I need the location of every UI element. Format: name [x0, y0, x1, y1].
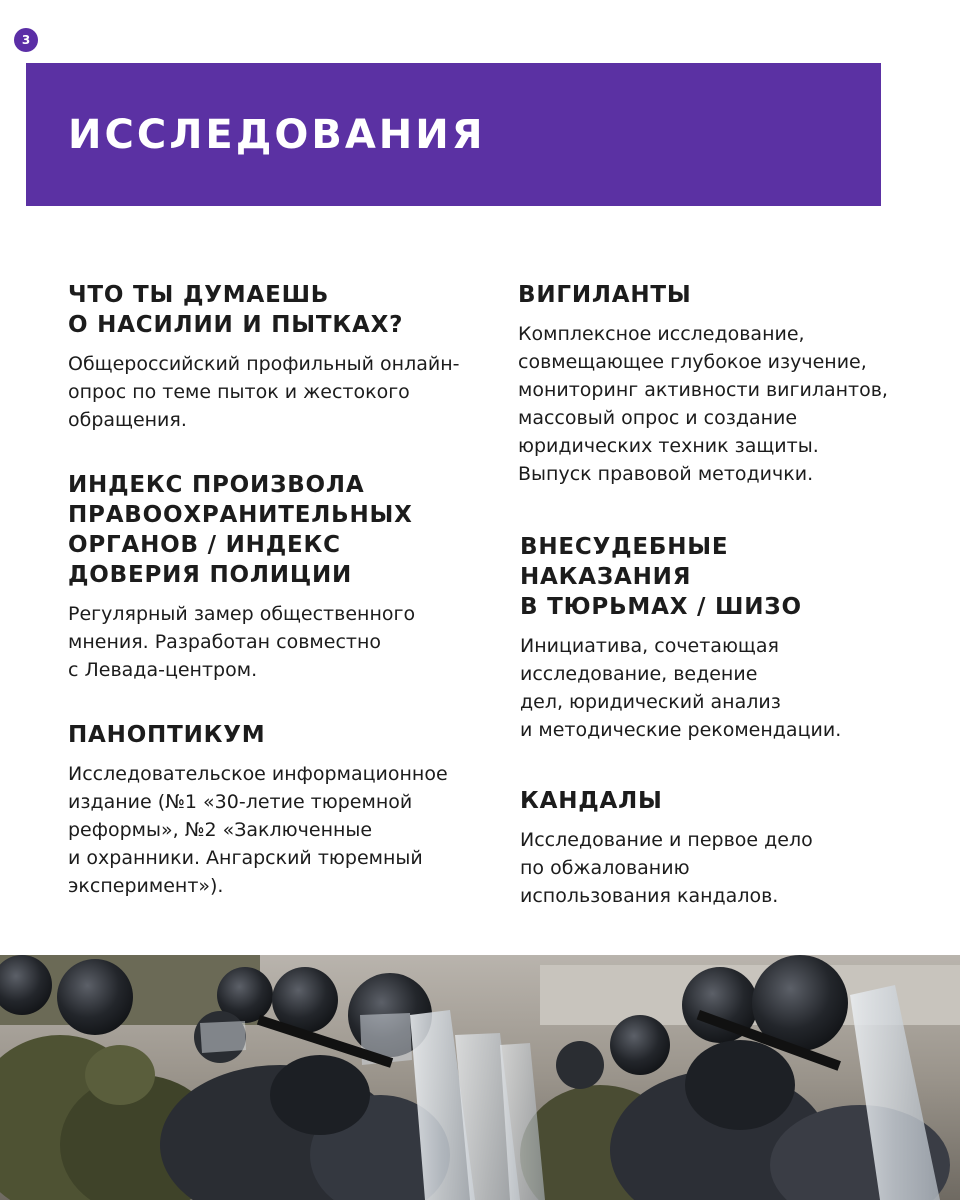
research-item-panopticum: [68, 720, 493, 900]
item-description: Исследование и первое дело по обжалованию использования кандалов.: [520, 829, 813, 907]
item-description: Общероссийский профильный онлайн- опрос по теме пыток и жестокого обращения.: [68, 353, 460, 431]
item-description: Инициатива, сочетающая исследование, ведение дел, юридический анализ и методические рекомендации.: [520, 635, 842, 741]
research-item-vigilantes: [518, 280, 948, 488]
item-title: ВНЕСУДЕБНЫЕ НАКАЗАНИЯ В ТЮРЬМАХ / ШИЗО: [520, 534, 802, 620]
riot-police-photo: [0, 955, 960, 1200]
item-title: ПАНОПТИКУМ: [68, 722, 266, 748]
item-description: Комплексное исследование, совмещающее глубокое изучение, мониторинг активности вигилантов, массовый опрос и создание юридических техник защиты. Выпуск правовой методички.: [518, 323, 888, 485]
item-title: ВИГИЛАНТЫ: [518, 282, 692, 308]
page-number-badge: 3: [14, 28, 38, 52]
item-title: ЧТО ТЫ ДУМАЕШЬ О НАСИЛИИ И ПЫТКАХ?: [68, 282, 404, 338]
item-title: ИНДЕКС ПРОИЗВОЛА ПРАВООХРАНИТЕЛЬНЫХ ОРГАНОВ / ИНДЕКС ДОВЕРИЯ ПОЛИЦИИ: [68, 472, 413, 588]
item-title: КАНДАЛЫ: [520, 788, 663, 814]
page-title: ИССЛЕДОВАНИЯ: [68, 112, 486, 158]
research-item-extrajudicial-punishments: [520, 532, 948, 744]
item-description: Исследовательское информационное издание (№1 «30-летие тюремной реформы», №2 «Заключенные и охранники. Ангарский тюремный эксперимент»).: [68, 763, 448, 897]
research-item-violence-survey: [68, 280, 493, 434]
left-column: [68, 280, 493, 900]
section-banner: [26, 63, 881, 206]
item-description: Регулярный замер общественного мнения. Разработан совместно с Левада-центром.: [68, 603, 416, 681]
right-column: [518, 280, 948, 910]
research-item-shackles: [520, 786, 948, 910]
research-item-arbitrariness-index: [68, 470, 493, 684]
